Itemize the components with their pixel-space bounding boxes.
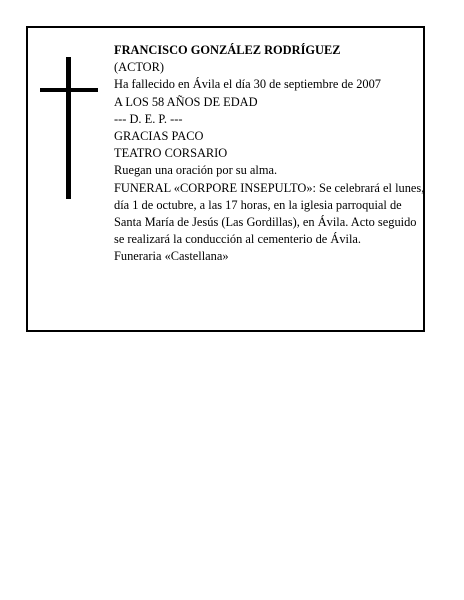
rip-line: --- D. E. P. ---	[114, 111, 183, 126]
prayer-line: Ruegan una oración por su alma.	[114, 163, 278, 178]
theatre-line: TEATRO CORSARIO	[114, 146, 228, 161]
funeral-details: FUNERAL «CORPORE INSEPULTO»: Se celebrará el lunes, día 1 de octubre, a las 17 horas, en la iglesia parroquial de Santa María de Jesús (Las Gordillas), en Ávila. Acto seguido se realizará la conducción al cementerio de Ávila.	[114, 180, 425, 247]
funeral-home: Funeraria «Castellana»	[114, 249, 229, 264]
thanks-line: GRACIAS PACO	[114, 129, 204, 144]
obituary-notice	[26, 26, 425, 332]
age-line: A LOS 58 AÑOS DE EDAD	[114, 94, 258, 109]
notice-text	[114, 42, 426, 266]
death-date-line: Ha fallecido en Ávila el día 30 de septiembre de 2007	[114, 77, 381, 92]
deceased-role: (ACTOR)	[114, 60, 165, 75]
cross-vertical-bar	[66, 57, 71, 199]
cross-icon	[40, 57, 98, 199]
deceased-name: FRANCISCO GONZÁLEZ RODRÍGUEZ	[114, 43, 341, 57]
cross-horizontal-bar	[40, 88, 98, 92]
